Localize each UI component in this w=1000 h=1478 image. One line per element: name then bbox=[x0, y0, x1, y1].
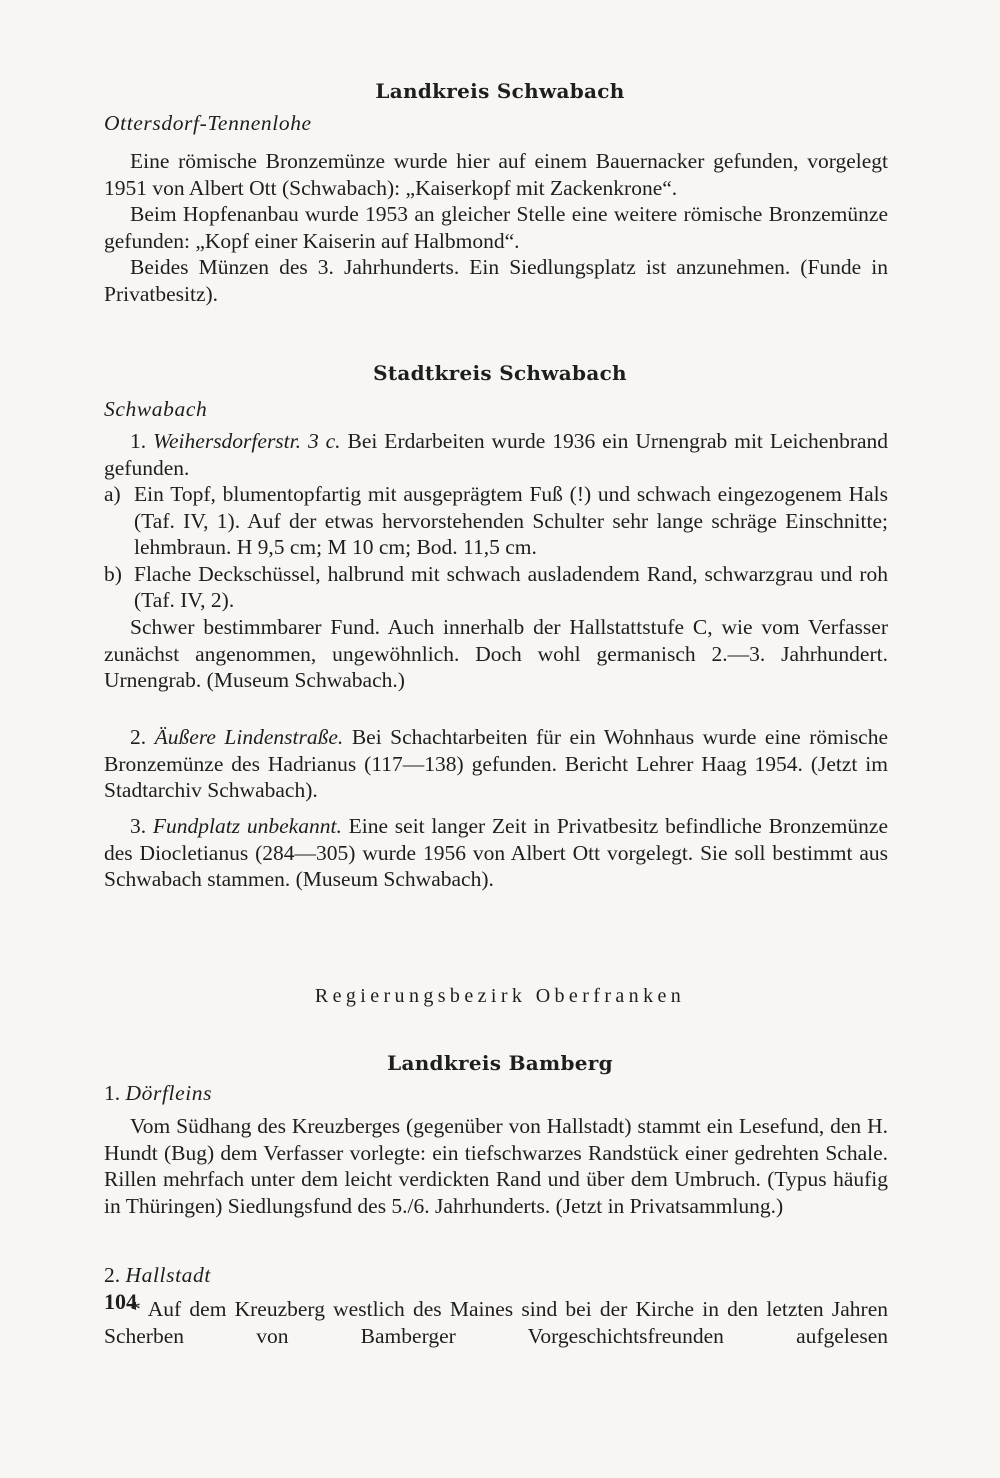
place-number: 1. bbox=[104, 1081, 121, 1105]
heading-stadtkreis-schwabach: Stadtkreis Schwabach bbox=[373, 361, 627, 385]
entry-3-text bbox=[104, 813, 888, 893]
place-doerfleins bbox=[104, 1080, 888, 1106]
item-text: Flache Deckschüssel, halbrund mit schwach ausladendem Rand, schwarzgrau und roh (Taf. IV, 2). bbox=[134, 561, 888, 613]
hallstadt-body bbox=[104, 1296, 888, 1349]
entry-title: Äußere Lindenstraße. bbox=[154, 725, 344, 749]
entry-body: Bei Erdarbeiten wurde 1936 ein Urnengrab mit Leichenbrand gefunden. bbox=[104, 429, 889, 480]
item-text: Ein Topf, blumentopfartig mit ausgeprägtem Fuß (!) und schwach eingezogenem Hals (Taf. IV, 1). Auf der etwas hervorstehenden Schulter sehr lange schräge Einschnitte; lehmbraun. H 9,5 cm; M 10 cm; Bod. 11,5 cm. bbox=[134, 482, 888, 560]
entry-2 bbox=[104, 724, 888, 804]
entry-number: 3. bbox=[130, 814, 147, 838]
entry-1-conclusion: Schwer bestimmbarer Fund. Auch innerhalb der Hallstattstufe C, wie vom Verfasser zunächst angenommen, ungewöhnlich. Doch wohl germanisch 2.—3. Jahrhundert. Urnengrab. (Museum Schwabach.) bbox=[104, 614, 888, 693]
entry-1-items bbox=[104, 481, 888, 694]
regierungsbezirk-title: Regierungsbezirk Oberfranken bbox=[314, 985, 686, 1007]
doerfleins-body bbox=[104, 1113, 888, 1219]
item-label: b) bbox=[104, 561, 122, 586]
paragraph: Vom Südhang des Kreuzberges (gegenüber von Hallstadt) stammt ein Lesefund, den H. Hundt (Bug) dem Verfasser vorlegte: ein tiefschwarzes Randstück einer gedrehten Schale. Rillen mehrfach unter dem leicht verdickten Rand und über dem Umbruch. (Typus häufig in Thüringen) Siedlungsfund des 5./6. Jahrhunderts. (Jetzt in Privatsammlung.) bbox=[104, 1114, 888, 1218]
list-item bbox=[104, 481, 888, 561]
page-number: 104 bbox=[104, 1289, 137, 1314]
entry-1-text bbox=[104, 428, 888, 481]
paragraph: Beides Münzen des 3. Jahrhunderts. Ein Siedlungsplatz ist anzunehmen. (Funde in Privatbesitz). bbox=[104, 255, 888, 306]
heading-landkreis-bamberg: Landkreis Bamberg bbox=[387, 1051, 613, 1075]
list-item bbox=[104, 561, 888, 614]
entry-body: Eine seit langer Zeit in Privatbesitz befindliche Bronzemünze des Diocletianus (284—305) wurde 1956 von Albert Ott vorgelegt. Sie soll bestimmt aus Schwabach stammen. (Museum Schwabach). bbox=[104, 814, 888, 892]
place-schwabach: Schwabach bbox=[104, 397, 208, 421]
entry-3 bbox=[104, 813, 888, 893]
entry-number: 1. bbox=[130, 429, 147, 453]
place-hallstadt bbox=[104, 1262, 888, 1288]
entry-title: Weihersdorferstr. 3 c. bbox=[153, 429, 341, 453]
entry-title: Fundplatz unbekannt. bbox=[152, 814, 342, 838]
entry-number: 2. bbox=[130, 725, 147, 749]
paragraph: Beim Hopfenanbau wurde 1953 an gleicher Stelle eine weitere römische Bronzemünze gefunden: „Kopf einer Kaiserin auf Halbmond“. bbox=[104, 202, 888, 253]
place-ottersdorf-tennenlohe: Ottersdorf-Tennenlohe bbox=[104, 111, 312, 135]
item-label: a) bbox=[104, 482, 121, 506]
place-number: 2. bbox=[104, 1263, 121, 1287]
section1-body bbox=[104, 148, 888, 308]
paragraph: * Auf dem Kreuzberg westlich des Maines sind bei der Kirche in den letzten Jahren Scherben von Bamberger Vorgeschichtsfreunden aufgelesen bbox=[104, 1297, 888, 1348]
entry-1 bbox=[104, 428, 888, 481]
paragraph: Eine römische Bronzemünze wurde hier auf einem Bauernacker gefunden, vorgelegt 1951 von Albert Ott (Schwabach): „Kaiserkopf mit Zackenkrone“. bbox=[104, 149, 888, 200]
heading-landkreis-schwabach: Landkreis Schwabach bbox=[375, 79, 625, 103]
place-name: Hallstadt bbox=[125, 1263, 211, 1287]
place-name: Dörfleins bbox=[125, 1081, 213, 1105]
entry-body: Bei Schachtarbeiten für ein Wohnhaus wurde eine römische Bronzemünze des Hadrianus (117—138) gefunden. Bericht Lehrer Haag 1954. (Jetzt im Stadtarchiv Schwabach). bbox=[104, 725, 889, 803]
entry-2-text bbox=[104, 724, 888, 804]
